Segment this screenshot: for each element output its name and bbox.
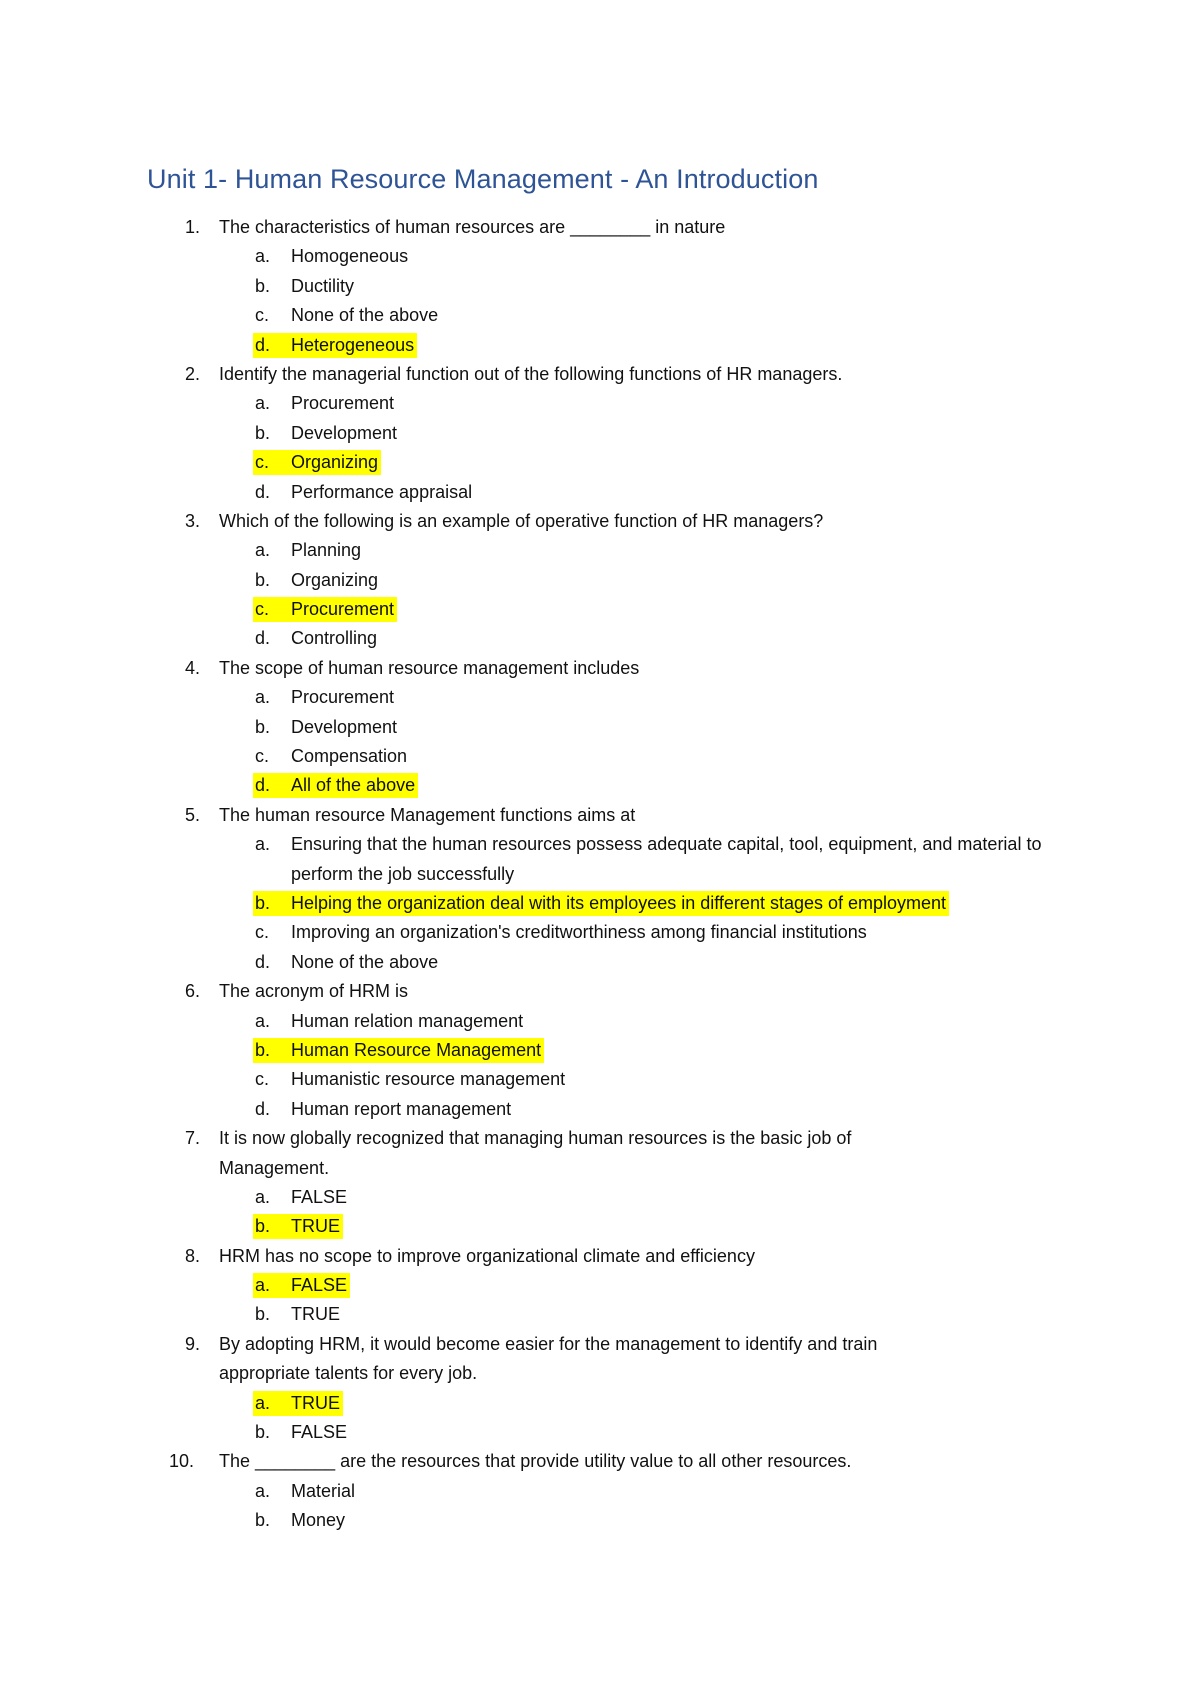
option-text: All of the above bbox=[291, 775, 416, 796]
answer-option bbox=[0, 1300, 1200, 1329]
option-text: Ensuring that the human resources possess adequate capital, tool, equipment, and material to perform the job successfully bbox=[291, 834, 1042, 884]
option-letter: b. bbox=[255, 1422, 271, 1443]
page-title: Unit 1- Human Resource Management - An Introduction bbox=[147, 164, 819, 194]
question-row bbox=[0, 213, 1200, 242]
option-letter: b. bbox=[255, 422, 271, 443]
question-number: 2. bbox=[184, 363, 200, 384]
option-text: Helping the organization deal with its employees in different stages of employment bbox=[291, 893, 947, 913]
option-text: Human Resource Management bbox=[291, 1039, 542, 1060]
option-letter: d. bbox=[255, 628, 271, 649]
answer-option-highlighted bbox=[0, 1212, 1200, 1241]
question-item bbox=[0, 654, 1200, 801]
option-text: FALSE bbox=[291, 1422, 348, 1443]
option-text: FALSE bbox=[291, 1186, 348, 1207]
question-item bbox=[0, 1447, 1200, 1535]
option-text: Ductility bbox=[291, 275, 355, 296]
answer-option bbox=[0, 1183, 1200, 1212]
option-text: TRUE bbox=[291, 1304, 340, 1325]
option-letter: b. bbox=[255, 569, 271, 590]
option-letter: a. bbox=[255, 687, 271, 708]
option-letter: b. bbox=[255, 1039, 271, 1060]
answer-option-highlighted bbox=[0, 1036, 1200, 1065]
answer-option bbox=[0, 742, 1200, 771]
question-number: 5. bbox=[184, 804, 200, 825]
option-text: Human report management bbox=[291, 1098, 512, 1119]
answer-option bbox=[0, 1095, 1200, 1124]
option-text: Material bbox=[291, 1480, 356, 1501]
answer-option bbox=[0, 419, 1200, 448]
answer-option bbox=[0, 242, 1200, 271]
option-letter: a. bbox=[255, 540, 271, 561]
answer-option bbox=[0, 948, 1200, 977]
question-item bbox=[0, 801, 1200, 977]
question-text: By adopting HRM, it would become easier for the management to identify and train appropriate talents for every job. bbox=[219, 1333, 878, 1384]
option-text: TRUE bbox=[291, 1216, 340, 1237]
option-text: Procurement bbox=[291, 393, 395, 414]
question-row bbox=[0, 507, 1200, 536]
question-list bbox=[0, 213, 1200, 1536]
option-letter: a. bbox=[255, 1480, 271, 1501]
answer-option bbox=[0, 1065, 1200, 1094]
answer-option bbox=[0, 536, 1200, 565]
question-row bbox=[0, 1242, 1200, 1271]
option-letter: d. bbox=[255, 775, 271, 796]
question-row bbox=[0, 801, 1200, 830]
answer-option bbox=[0, 566, 1200, 595]
question-text: Identify the managerial function out of the following functions of HR managers. bbox=[219, 363, 843, 384]
answer-option-highlighted bbox=[0, 595, 1200, 624]
question-text: The ________ are the resources that provide utility value to all other resources. bbox=[219, 1451, 852, 1472]
option-text: Planning bbox=[291, 540, 362, 561]
answer-option bbox=[0, 301, 1200, 330]
answer-option-highlighted bbox=[0, 889, 1200, 918]
answer-option bbox=[0, 1506, 1200, 1535]
option-letter: c. bbox=[255, 746, 270, 767]
option-letter: a. bbox=[255, 246, 271, 267]
answer-option bbox=[0, 272, 1200, 301]
option-text: Homogeneous bbox=[291, 246, 409, 267]
option-letter: b. bbox=[255, 1216, 271, 1237]
question-row bbox=[0, 1124, 1200, 1183]
option-text: Humanistic resource management bbox=[291, 1069, 566, 1090]
answer-option bbox=[0, 1477, 1200, 1506]
answer-option bbox=[0, 1418, 1200, 1447]
question-text: The human resource Management functions aims at bbox=[219, 804, 636, 825]
option-letter: c. bbox=[255, 452, 270, 473]
answer-option-highlighted bbox=[0, 448, 1200, 477]
question-text: HRM has no scope to improve organizational climate and efficiency bbox=[219, 1245, 755, 1266]
option-letter: d. bbox=[255, 1098, 271, 1119]
question-item bbox=[0, 977, 1200, 1124]
option-letter: b. bbox=[255, 275, 271, 296]
answer-option bbox=[0, 918, 1200, 947]
option-letter: c. bbox=[255, 305, 270, 326]
option-letter: a. bbox=[255, 1392, 271, 1413]
question-text: Which of the following is an example of operative function of HR managers? bbox=[219, 510, 824, 531]
option-text: Development bbox=[291, 422, 398, 443]
answer-option-highlighted bbox=[0, 1389, 1200, 1418]
option-text: TRUE bbox=[291, 1392, 340, 1413]
option-text: Organizing bbox=[291, 569, 379, 590]
answer-option bbox=[0, 830, 1200, 889]
option-letter: b. bbox=[255, 893, 271, 913]
option-text: Human relation management bbox=[291, 1010, 524, 1031]
question-row bbox=[0, 1330, 1200, 1389]
question-item bbox=[0, 1242, 1200, 1330]
answer-option bbox=[0, 478, 1200, 507]
question-text: The acronym of HRM is bbox=[219, 981, 409, 1002]
question-row bbox=[0, 654, 1200, 683]
option-text: Money bbox=[291, 1510, 346, 1531]
option-letter: b. bbox=[255, 1304, 271, 1325]
question-row bbox=[0, 1447, 1200, 1476]
option-text: None of the above bbox=[291, 951, 439, 972]
option-text: Procurement bbox=[291, 599, 395, 620]
answer-option bbox=[0, 1007, 1200, 1036]
option-letter: a. bbox=[255, 393, 271, 414]
question-item bbox=[0, 507, 1200, 654]
option-text: Compensation bbox=[291, 746, 408, 767]
question-item bbox=[0, 360, 1200, 507]
option-text: Heterogeneous bbox=[291, 334, 415, 355]
option-text: Procurement bbox=[291, 687, 395, 708]
question-number: 9. bbox=[184, 1333, 200, 1354]
option-text: Improving an organization's creditworthiness among financial institutions bbox=[291, 922, 867, 943]
option-letter: a. bbox=[255, 1186, 271, 1207]
question-number: 6. bbox=[184, 981, 200, 1002]
option-letter: b. bbox=[255, 1510, 271, 1531]
question-text: The characteristics of human resources are ________ in nature bbox=[219, 217, 726, 237]
option-letter: c. bbox=[255, 922, 270, 943]
option-letter: a. bbox=[255, 834, 271, 855]
option-letter: b. bbox=[255, 716, 271, 737]
option-text: Organizing bbox=[291, 452, 379, 473]
question-number: 4. bbox=[184, 657, 200, 678]
question-row bbox=[0, 977, 1200, 1006]
answer-option bbox=[0, 713, 1200, 742]
question-item bbox=[0, 213, 1200, 360]
answer-option-highlighted bbox=[0, 331, 1200, 360]
option-letter: d. bbox=[255, 334, 271, 355]
answer-option-highlighted bbox=[0, 1271, 1200, 1300]
answer-option bbox=[0, 624, 1200, 653]
option-text: Performance appraisal bbox=[291, 481, 473, 502]
option-letter: a. bbox=[255, 1275, 271, 1296]
question-text: The scope of human resource management includes bbox=[219, 657, 640, 678]
question-item bbox=[0, 1330, 1200, 1448]
option-text: Controlling bbox=[291, 628, 378, 649]
question-number: 7. bbox=[184, 1128, 200, 1149]
question-text: It is now globally recognized that managing human resources is the basic job of Management. bbox=[219, 1128, 852, 1178]
option-letter: d. bbox=[255, 951, 271, 972]
question-number: 3. bbox=[184, 510, 200, 531]
question-number: 1. bbox=[184, 217, 200, 237]
answer-option bbox=[0, 683, 1200, 712]
option-text: Development bbox=[291, 716, 398, 737]
question-item bbox=[0, 1124, 1200, 1242]
answer-option-highlighted bbox=[0, 771, 1200, 800]
option-text: FALSE bbox=[291, 1275, 348, 1296]
option-text: None of the above bbox=[291, 305, 439, 326]
question-number: 10. bbox=[168, 1451, 194, 1472]
question-row bbox=[0, 360, 1200, 389]
answer-option bbox=[0, 389, 1200, 418]
option-letter: a. bbox=[255, 1010, 271, 1031]
option-letter: d. bbox=[255, 481, 271, 502]
option-letter: c. bbox=[255, 1069, 270, 1090]
question-number: 8. bbox=[184, 1245, 200, 1266]
option-letter: c. bbox=[255, 599, 270, 620]
